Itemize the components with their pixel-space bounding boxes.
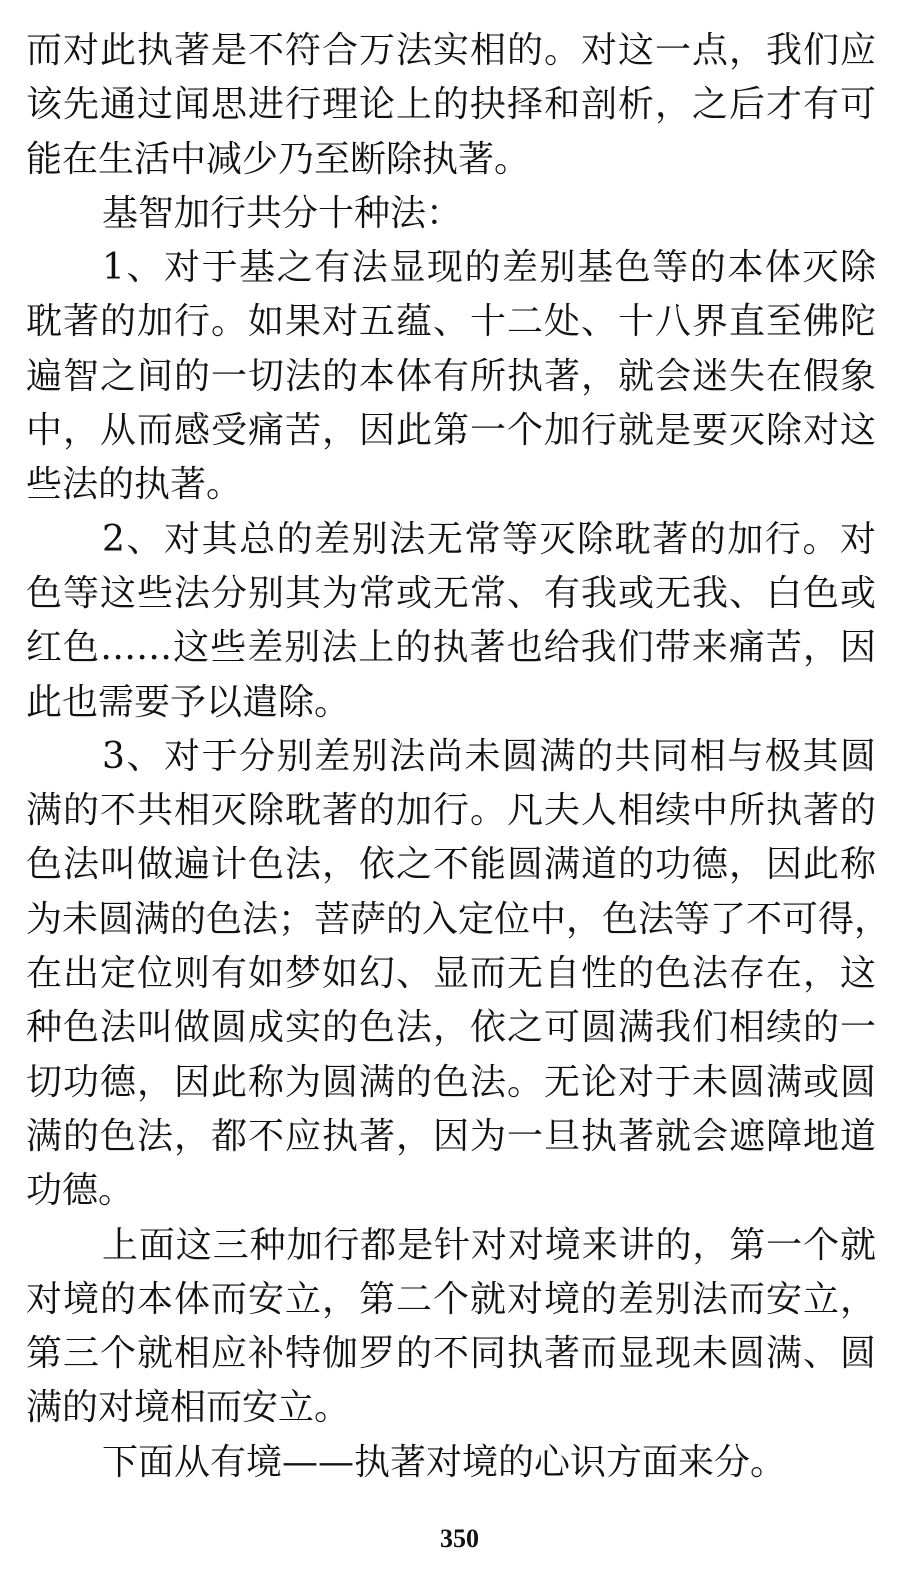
text-line: 满的色法，都不应执著，因为一旦执著就会遮障地道	[26, 1115, 876, 1157]
text-line: 中，从而感受痛苦，因此第一个加行就是要灭除对这	[26, 410, 876, 452]
text-line: 种色法叫做圆成实的色法，依之可圆满我们相续的一	[26, 1007, 876, 1049]
text-line: 上面这三种加行都是针对对境来讲的，第一个就	[102, 1224, 876, 1266]
text-line: 下面从有境——执著对境的心识方面来分。	[102, 1441, 787, 1483]
text-line: 功德。	[26, 1170, 135, 1212]
text-line: 3、对于分别差别法尚未圆满的共同相与极其圆	[102, 735, 876, 777]
text-line: 在出定位则有如梦如幻、显而无自性的色法存在，这	[26, 953, 876, 995]
text-line: 色法叫做遍计色法，依之不能圆满道的功德，因此称	[26, 844, 876, 886]
page-number: 350	[440, 1524, 479, 1553]
text-line: 此也需要予以遣除。	[26, 681, 351, 723]
text-line: 色等这些法分别其为常或无常、有我或无我、白色或	[26, 572, 876, 614]
text-line: 能在生活中减少乃至断除执著。	[26, 138, 531, 180]
text-line: 切功德，因此称为圆满的色法。无论对于未圆满或圆	[26, 1061, 876, 1103]
text-line: 满的对境相而安立。	[26, 1387, 351, 1429]
text-line: 2、对其总的差别法无常等灭除耽著的加行。对	[102, 518, 876, 560]
text-line: 红色……这些差别法上的执著也给我们带来痛苦，因	[26, 627, 876, 669]
text-line: 而对此执著是不符合万法实相的。对这一点，我们应	[26, 30, 876, 71]
text-line: 些法的执著。	[26, 464, 243, 506]
text-line: 第三个就相应补特伽罗的不同执著而显现未圆满、圆	[26, 1333, 876, 1375]
text-line: 为未圆满的色法；菩萨的入定位中，色法等了不可得，	[26, 898, 891, 940]
text-line: 基智加行共分十种法：	[102, 192, 463, 234]
text-line: 该先通过闻思进行理论上的抉择和剖析，之后才有可	[26, 84, 876, 126]
text-line: 耽著的加行。如果对五蕴、十二处、十八界直至佛陀	[26, 301, 876, 343]
text-line: 对境的本体而安立，第二个就对境的差别法而安立，	[26, 1278, 876, 1320]
body-text	[26, 24, 891, 1490]
text-line: 满的不共相灭除耽著的加行。凡夫人相续中所执著的	[26, 790, 876, 832]
text-line: 1、对于基之有法显现的差别基色等的本体灭除	[102, 247, 876, 289]
text-line: 遍智之间的一切法的本体有所执著，就会迷失在假象	[26, 355, 876, 397]
